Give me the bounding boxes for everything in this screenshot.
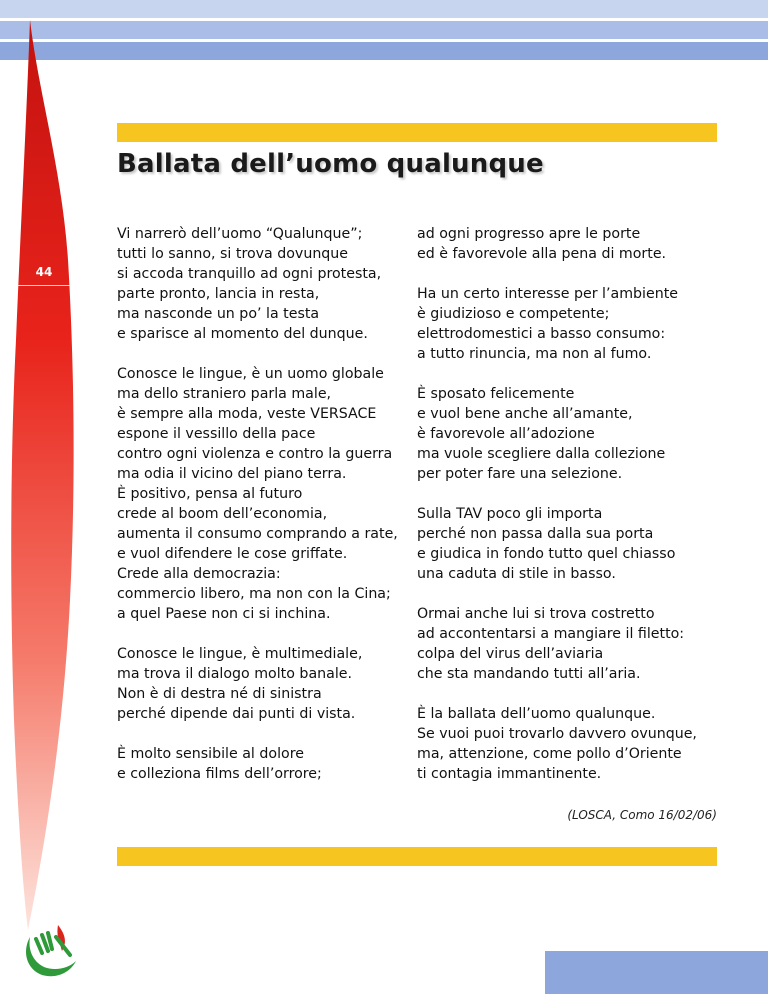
poem-line: Ormai anche lui si trova costretto bbox=[417, 606, 655, 622]
poem-stanza bbox=[417, 224, 717, 264]
poem-stanza bbox=[417, 604, 717, 684]
poem-line: ma dello straniero parla male, bbox=[117, 386, 332, 402]
poem-line: e sparisce al momento del dunque. bbox=[117, 326, 368, 342]
flame-shape bbox=[11, 20, 73, 930]
poem-line: crede al boom dell’economia, bbox=[117, 506, 328, 522]
page-title: Ballata dell’uomo qualunque bbox=[117, 149, 544, 179]
poem-line: Crede alla democrazia: bbox=[117, 566, 281, 582]
poem-stanza bbox=[117, 224, 402, 344]
poem-line: si accoda tranquillo ad ogni protesta, bbox=[117, 266, 382, 282]
poem-left-column bbox=[117, 224, 402, 804]
poem-line: perché non passa dalla sua porta bbox=[417, 526, 654, 542]
poem-line: Vi narrerò dell’uomo “Qualunque”; bbox=[117, 226, 363, 242]
poem-line: Sulla TAV poco gli importa bbox=[417, 506, 603, 522]
poem-line: una caduta di stile in basso. bbox=[417, 566, 616, 582]
hands-flame-logo-icon bbox=[18, 915, 84, 981]
poem-stanza bbox=[417, 384, 717, 484]
poem-line: ma nasconde un po’ la testa bbox=[117, 306, 320, 322]
poem-line: Se vuoi puoi trovarlo davvero ovunque, bbox=[417, 726, 697, 742]
poem-line: contro ogni violenza e contro la guerra bbox=[117, 446, 393, 462]
poem-line: a quel Paese non ci si inchina. bbox=[117, 606, 331, 622]
top-accent-bar bbox=[117, 123, 717, 142]
poem-line: ma, attenzione, come pollo d’Oriente bbox=[417, 746, 682, 762]
poem-line: elettrodomestici a basso consumo: bbox=[417, 326, 666, 342]
page-number-underline bbox=[16, 285, 70, 286]
poem-line: ad accontentarsi a mangiare il filetto: bbox=[417, 626, 685, 642]
poem-stanza bbox=[417, 284, 717, 364]
poem-line: È molto sensibile al dolore bbox=[117, 746, 304, 762]
poem-stanza bbox=[117, 364, 402, 624]
header-band-light bbox=[0, 0, 768, 18]
poem-right-column bbox=[417, 224, 717, 804]
signature: (LOSCA, Como 16/02/06) bbox=[567, 808, 717, 822]
footer-blue-box bbox=[545, 951, 768, 994]
poem-line: perché dipende dai punti di vista. bbox=[117, 706, 356, 722]
poem-line: per poter fare una selezione. bbox=[417, 466, 623, 482]
poem-line: aumenta il consumo comprando a rate, bbox=[117, 526, 398, 542]
header-band-mid bbox=[0, 21, 768, 39]
poem-line: commercio libero, ma non con la Cina; bbox=[117, 586, 391, 602]
poem-stanza bbox=[417, 504, 717, 584]
poem-line: e giudica in fondo tutto quel chiasso bbox=[417, 546, 676, 562]
poem-line: e vuol difendere le cose griffate. bbox=[117, 546, 348, 562]
page-number: 44 bbox=[35, 265, 53, 279]
poem-line: è favorevole all’adozione bbox=[417, 426, 595, 442]
flame-ribbon-icon bbox=[0, 0, 110, 994]
poem-line: ma trova il dialogo molto banale. bbox=[117, 666, 353, 682]
poem-line: ma vuole scegliere dalla collezione bbox=[417, 446, 666, 462]
poem-stanza bbox=[417, 704, 717, 784]
poem-line: parte pronto, lancia in resta, bbox=[117, 286, 320, 302]
poem-line: Ha un certo interesse per l’ambiente bbox=[417, 286, 678, 302]
logo-hand-fingers bbox=[36, 933, 52, 953]
poem-line: espone il vessillo della pace bbox=[117, 426, 316, 442]
poem-line: ti contagia immantinente. bbox=[417, 766, 602, 782]
poem-line: ma odia il vicino del piano terra. bbox=[117, 466, 347, 482]
poem-line: è giudizioso e competente; bbox=[417, 306, 610, 322]
poem-line: che sta mandando tutti all’aria. bbox=[417, 666, 641, 682]
poem-stanza bbox=[117, 644, 402, 724]
poem-line: è sempre alla moda, veste VERSACE bbox=[117, 406, 377, 422]
poem-line: tutti lo sanno, si trova dovunque bbox=[117, 246, 349, 262]
poem-stanza bbox=[117, 744, 402, 784]
poem-line: colpa del virus dell’aviaria bbox=[417, 646, 604, 662]
header-band-dark bbox=[0, 42, 768, 60]
poem-line: È la ballata dell’uomo qualunque. bbox=[417, 706, 656, 722]
poem-line: e vuol bene anche all’amante, bbox=[417, 406, 633, 422]
poem-line: Non è di destra né di sinistra bbox=[117, 686, 322, 702]
bottom-accent-bar bbox=[117, 847, 717, 866]
poem-line: Conosce le lingue, è un uomo globale bbox=[117, 366, 384, 382]
poem-line: a tutto rinuncia, ma non al fumo. bbox=[417, 346, 652, 362]
poem-line: ed è favorevole alla pena di morte. bbox=[417, 246, 667, 262]
poem-line: ad ogni progresso apre le porte bbox=[417, 226, 641, 242]
poem-line: È sposato felicemente bbox=[417, 386, 575, 402]
poem-line: È positivo, pensa al futuro bbox=[117, 486, 303, 502]
poem-line: e colleziona films dell’orrore; bbox=[117, 766, 322, 782]
poem-line: Conosce le lingue, è multimediale, bbox=[117, 646, 363, 662]
